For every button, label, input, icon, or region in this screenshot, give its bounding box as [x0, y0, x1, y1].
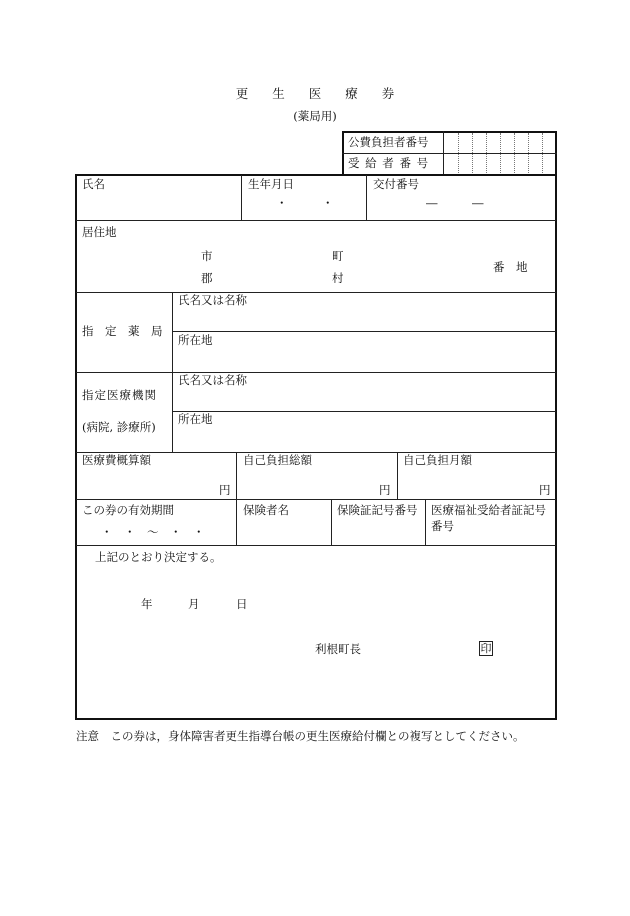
row-divider: [172, 411, 556, 412]
address-label: 居住地: [82, 225, 117, 239]
row-divider: [76, 499, 556, 500]
form-frame: [75, 174, 557, 720]
town-label: 町: [332, 249, 344, 263]
cell-divider: [331, 499, 332, 545]
digit-cell-divider: [514, 133, 515, 173]
yen-unit: 円: [379, 483, 391, 497]
cell-divider: [236, 499, 237, 545]
seal-mark: [479, 641, 493, 656]
city-label: 市: [201, 249, 213, 263]
title-char: 更: [235, 86, 249, 101]
digit-cell-divider: [528, 133, 529, 173]
public-payer-number-label: 公費負担者番号: [348, 135, 429, 149]
insurance-card-number-label: 保険証記号番号: [337, 503, 418, 517]
village-label: 村: [332, 271, 344, 285]
document-title: [0, 84, 630, 102]
welfare-certificate-label-cont: 番号: [431, 519, 454, 533]
cell-divider: [241, 175, 242, 221]
title-char: 療: [345, 86, 358, 101]
date-year-label: 年: [141, 597, 153, 611]
row-divider: [76, 292, 556, 293]
footer-note: 注意 この券は，身体障害者更生指導台帳の更生医療給付欄との複写としてください。: [76, 729, 525, 743]
county-label: 郡: [201, 271, 213, 285]
birth-date-label: 生年月日: [248, 177, 294, 191]
insurer-name-label: 保険者名: [243, 503, 289, 517]
title-char: 券: [381, 86, 395, 101]
institution-address-label: 所在地: [178, 412, 213, 426]
validity-period-label: この券の有効期間: [82, 503, 174, 517]
pharmacy-address-label: 所在地: [178, 333, 213, 347]
document-subtitle: (薬局用): [293, 109, 337, 123]
birth-date-separators: ・ ・: [276, 196, 334, 210]
digit-cell-divider: [458, 133, 459, 173]
mayor-title: 利根町長: [315, 642, 361, 656]
recipient-number-label: 受 給 者 番 号: [348, 156, 430, 170]
row-divider: [76, 545, 556, 546]
recipient-box-label-divider: [443, 131, 444, 174]
title-char: 医: [308, 86, 322, 101]
row-divider: [172, 331, 556, 332]
date-day-label: 日: [236, 597, 248, 611]
yen-unit: 円: [219, 483, 231, 497]
designated-pharmacy-label: 指 定 薬 局: [82, 324, 163, 338]
digit-cell-divider: [472, 133, 473, 173]
lot-number-label: 番 地: [493, 260, 528, 274]
self-pay-total-label: 自己負担総額: [243, 453, 312, 467]
cell-divider: [397, 452, 398, 499]
seal-char: 印: [480, 642, 492, 655]
issue-number-separators: ― ―: [426, 196, 484, 210]
medical-cost-estimate-label: 医療費概算額: [82, 453, 151, 467]
yen-unit: 円: [539, 483, 551, 497]
self-pay-monthly-label: 自己負担月額: [403, 453, 472, 467]
issue-number-label: 交付番号: [373, 177, 419, 191]
validity-period-dates: ・ ・ ～ ・ ・: [101, 525, 205, 539]
digit-cell-divider: [542, 133, 543, 173]
recipient-box-divider: [342, 153, 557, 154]
cell-divider: [425, 499, 426, 545]
digit-cell-divider: [500, 133, 501, 173]
title-char: 生: [272, 86, 285, 101]
digit-cell-divider: [486, 133, 487, 173]
institution-name-label: 氏名又は名称: [178, 373, 247, 387]
name-label: 氏名: [82, 177, 105, 191]
date-month-label: 月: [188, 597, 200, 611]
welfare-certificate-label: 医療福祉受給者証記号: [431, 503, 546, 517]
cell-divider: [236, 452, 237, 499]
designated-institution-label: 指定医療機関: [82, 388, 157, 402]
cell-divider: [366, 175, 367, 221]
row-divider: [76, 220, 556, 221]
institution-type-note: (病院, 診療所): [82, 420, 156, 434]
row-divider: [76, 372, 556, 373]
pharmacy-name-label: 氏名又は名称: [178, 293, 247, 307]
decision-statement: 上記のとおり決定する。: [95, 550, 222, 564]
